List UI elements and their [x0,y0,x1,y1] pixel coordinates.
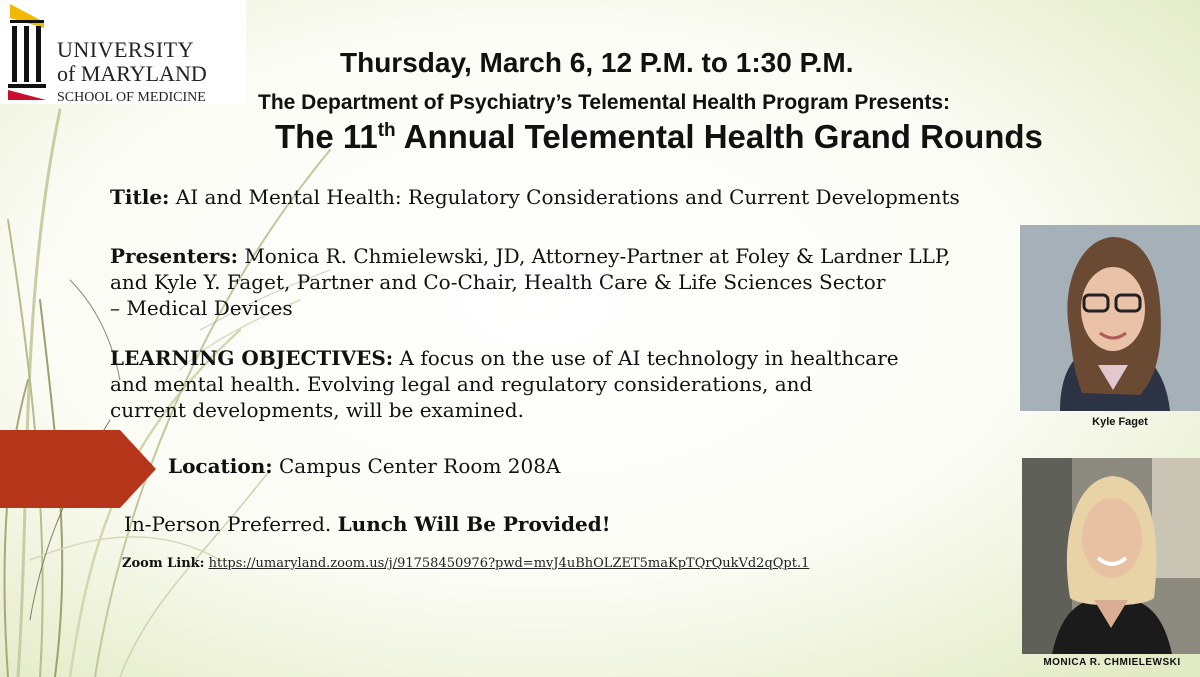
logo-line-university: UNIVERSITY [57,37,194,62]
portrait-icon [1020,225,1200,411]
zoom-line: Zoom Link: https://umaryland.zoom.us/j/91758450976?pwd=mvJ4uBhOLZET5maKpTQrQukVd2qQpt.1 [122,556,810,571]
photo-monica-chmielewski [1022,458,1200,654]
lunch-line: In-Person Preferred. Lunch Will Be Provided! [124,512,611,536]
event-headline: The 11th Annual Telemental Health Grand Rounds [275,118,1043,155]
zoom-link[interactable]: https://umaryland.zoom.us/j/91758450976?pwd=mvJ4uBhOLZET5maKpTQrQukVd2qQpt.1 [208,556,810,571]
title-line: Title: AI and Mental Health: Regulatory Considerations and Current Developments [110,185,960,209]
portrait-icon [1022,458,1200,654]
photo-kyle-faget [1020,225,1200,411]
logo-line-maryland: of MARYLAND [57,61,207,86]
university-logo [0,0,246,104]
learning-objectives-block: LEARNING OBJECTIVES: A focus on the use of AI technology in healthcare and mental health. Evolving legal and regulatory considerations, and current developments, will be examined. [110,346,899,422]
caption-kyle-faget: Kyle Faget [1092,416,1148,428]
caption-monica-chmielewski: MONICA R. CHMIELEWSKI [1043,657,1181,668]
event-date: Thursday, March 6, 12 P.M. to 1:30 P.M. [340,47,854,78]
logo-line-school: SCHOOL OF MEDICINE [57,90,206,105]
logo-emblem-icon [6,4,48,100]
location-line: Location: Campus Center Room 208A [168,454,561,478]
arrow-marker-icon [0,430,156,508]
department-presents: The Department of Psychiatry’s Telemental Health Program Presents: [258,91,951,114]
presenters-block: Presenters: Monica R. Chmielewski, JD, Attorney-Partner at Foley & Lardner LLP, and Kyle Y. Faget, Partner and Co-Chair, Health Care & Life Sciences Sector – Medical Devices [110,244,951,320]
